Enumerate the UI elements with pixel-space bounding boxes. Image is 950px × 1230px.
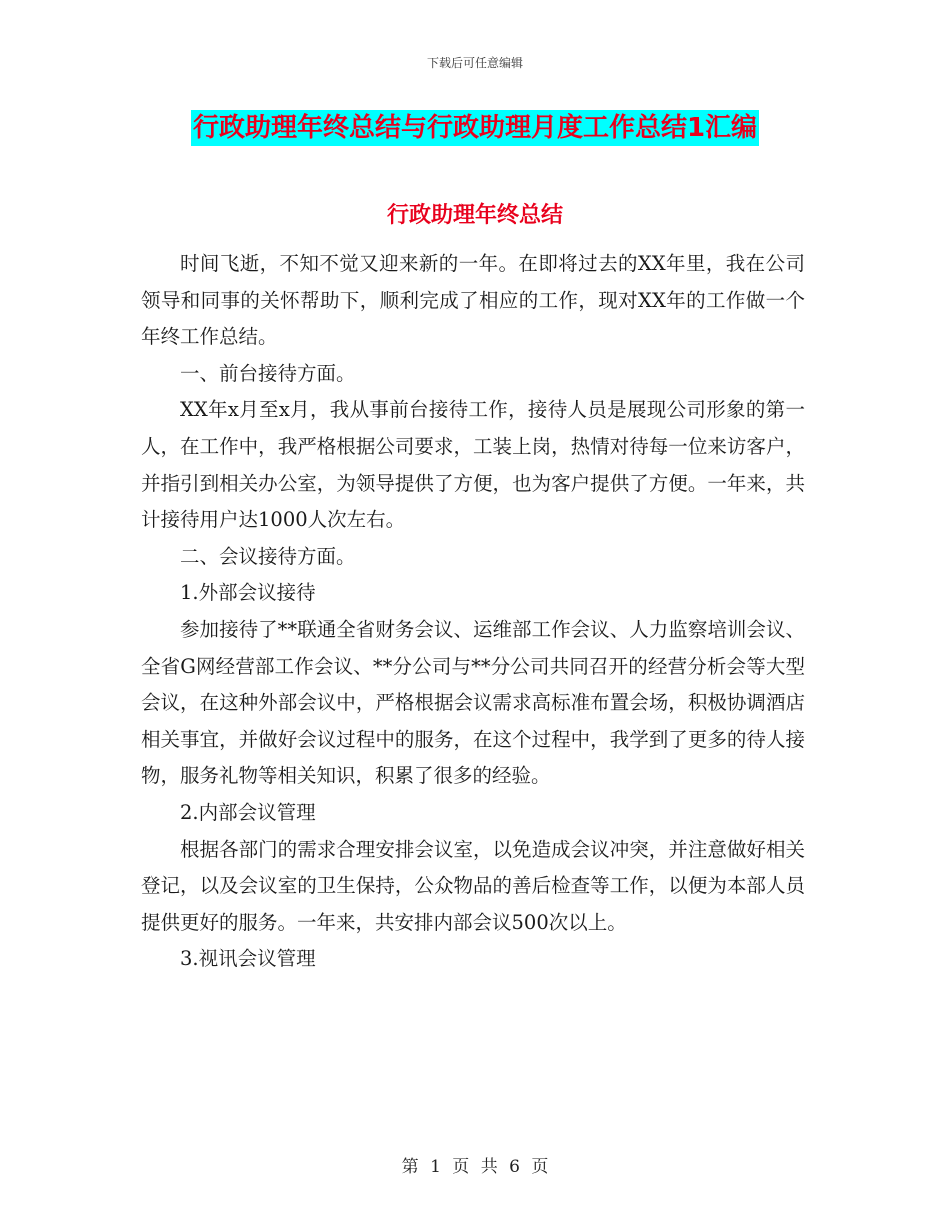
document-body: [141, 246, 805, 978]
header-note: 下载后可任意编辑: [426, 56, 523, 70]
paragraph-internal-meetings: 根据各部门的需求合理安排会议室，以免造成会议冲突，并注意做好相关登记，以及会议室的卫生保持，公众物品的善后检查等工作，以便为本部人员提供更好的服务。一年来，共安排内部会议500次以上。: [141, 837, 805, 934]
document-title: 行政助理年终总结与行政助理月度工作总结1汇编: [191, 110, 759, 146]
subheading-external-meetings: 1.外部会议接待: [180, 581, 316, 605]
subheading-internal-meetings: 2.内部会议管理: [180, 800, 316, 824]
heading-front-desk: 一、前台接待方面。: [180, 361, 356, 385]
paragraph-intro: 时间飞逝，不知不觉又迎来新的一年。在即将过去的XX年里，我在公司领导和同事的关怀帮助下，顺利完成了相应的工作，现对XX年的工作做一个年终工作总结。: [141, 252, 805, 349]
subheading-video-meetings: 3.视讯会议管理: [180, 947, 316, 971]
document-title-container: [0, 110, 950, 146]
paragraph-front-desk: XX年x月至x月，我从事前台接待工作，接待人员是展现公司形象的第一人，在工作中，我严格根据公司要求，工装上岗，热情对待每一位来访客户，并指引到相关办公室，为领导提供了方便，也为客户提供了方便。一年来，共计接待用户达1000人次左右。: [141, 398, 805, 532]
heading-meeting-reception: 二、会议接待方面。: [180, 544, 356, 568]
section-title: 行政助理年终总结: [386, 203, 563, 228]
page-footer: 第 1 页 共 6 页: [401, 1157, 549, 1177]
paragraph-external-meetings: 参加接待了**联通全省财务会议、运维部工作会议、人力监察培训会议、全省G网经营部工作会议、**分公司与**分公司共同召开的经营分析会等大型会议，在这种外部会议中，严格根据会议需求高标准布置会场，积极协调酒店相关事宜，并做好会议过程中的服务，在这个过程中，我学到了更多的待人接物，服务礼物等相关知识，积累了很多的经验。: [141, 617, 805, 788]
